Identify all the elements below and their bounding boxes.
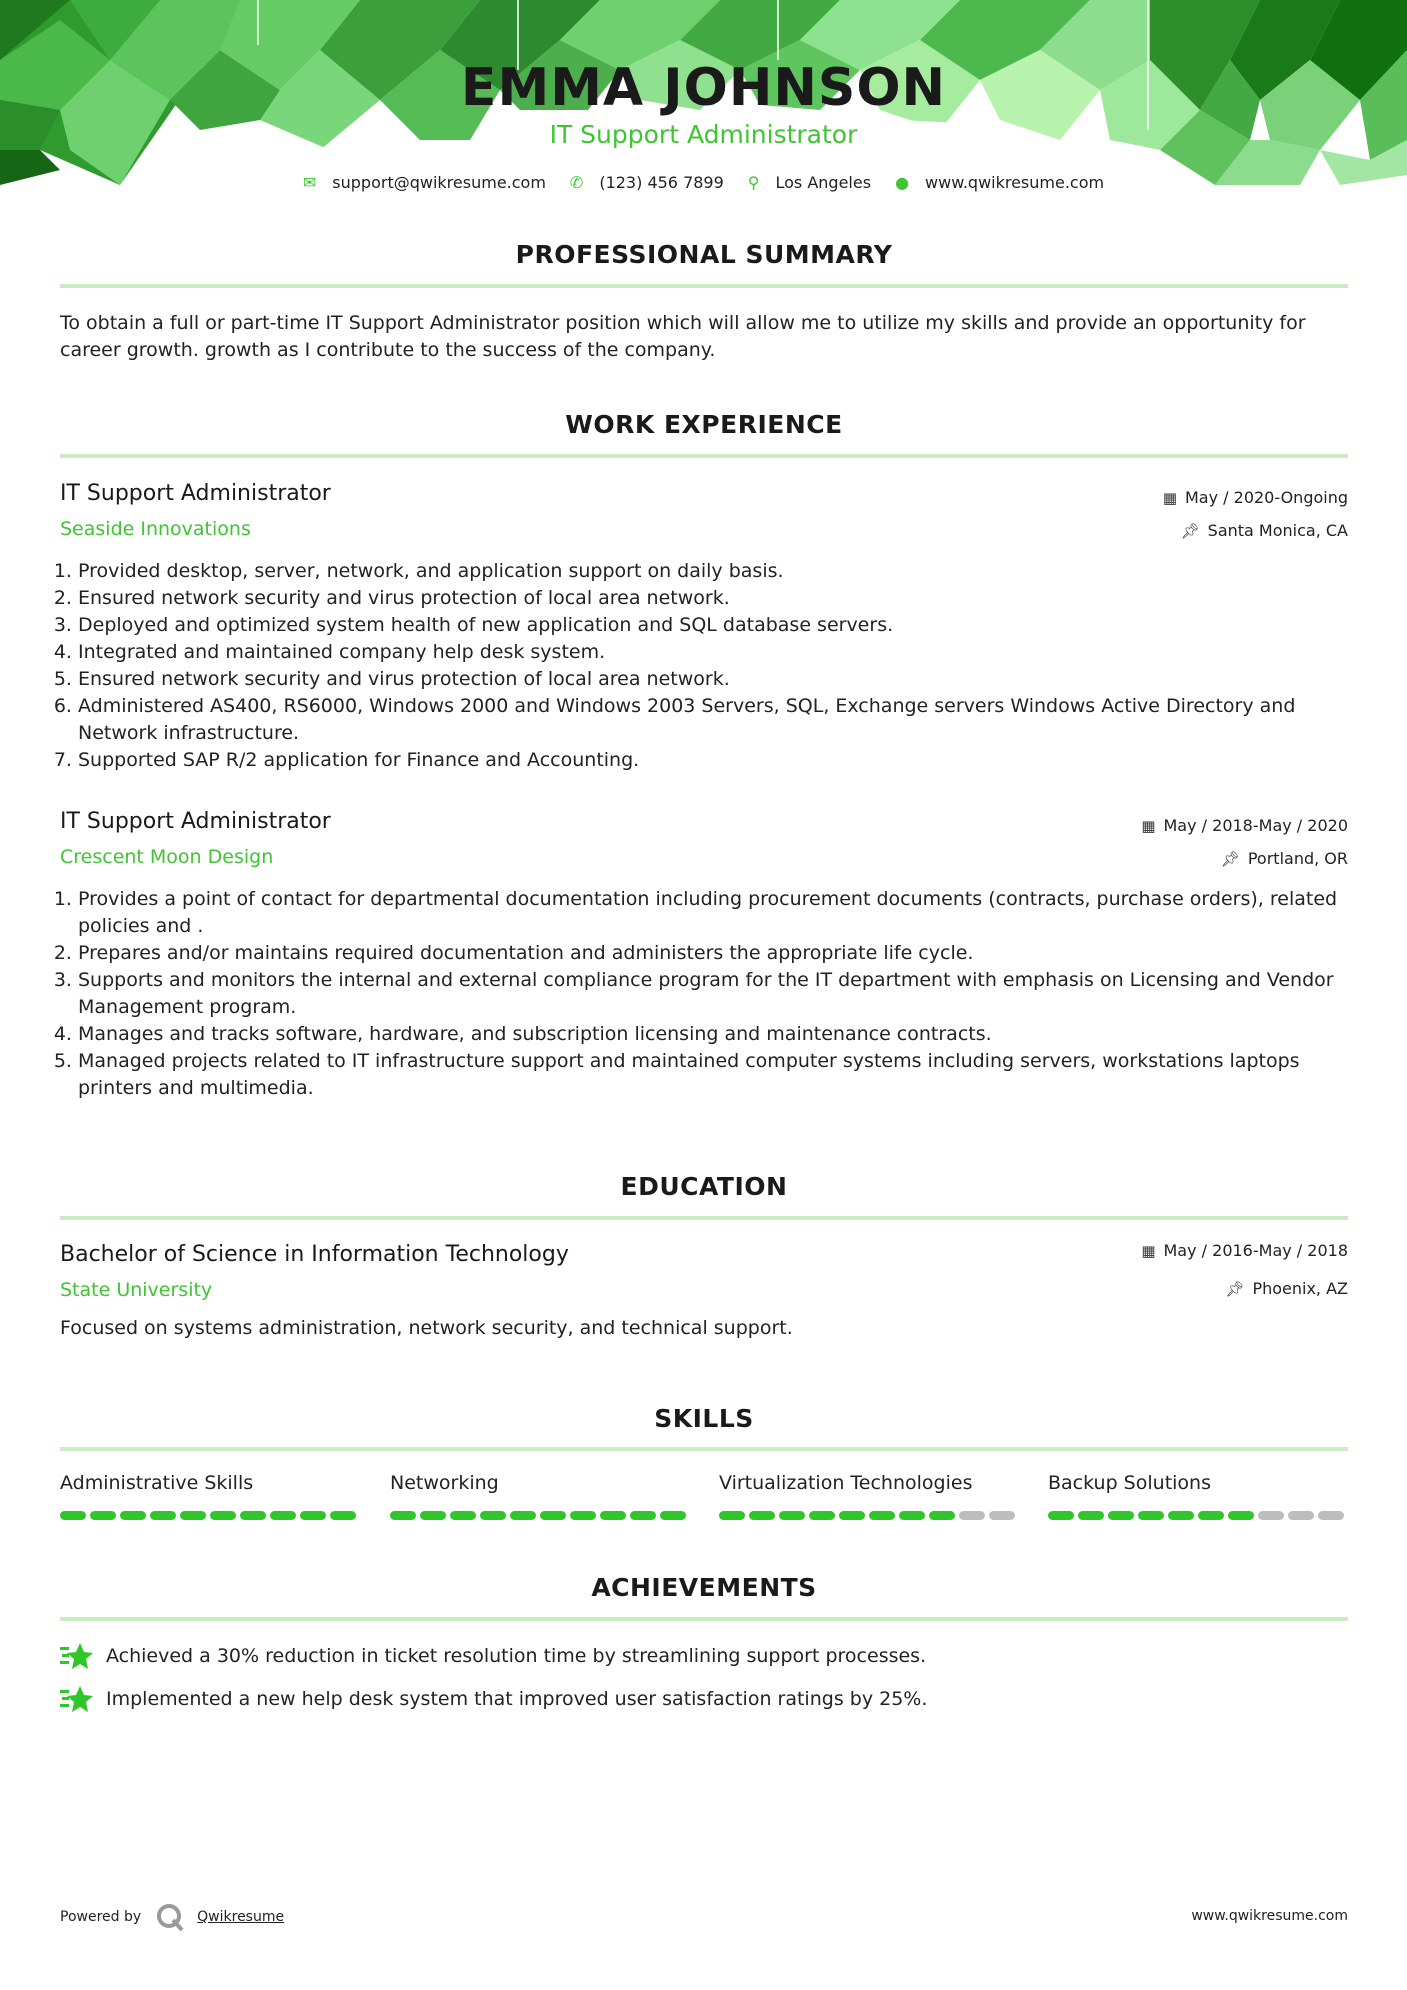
skill-segment-filled <box>839 1511 865 1520</box>
qwikresume-logo-icon <box>155 1902 185 1932</box>
skill-segment-filled <box>1168 1511 1194 1520</box>
powered-by-text: Powered by <box>60 1909 142 1925</box>
skill-segment-filled <box>869 1511 895 1520</box>
list-item: 2. Prepares and/or maintains required documentation and administers the appropriate life cycle. <box>78 940 1366 967</box>
skill-networking <box>390 1472 690 1520</box>
school-name: State University <box>60 1279 213 1301</box>
skill-segment-filled <box>450 1511 476 1520</box>
achievement-text: Achieved a 30% reduction in ticket resolution time by streamlining support processes. <box>106 1645 927 1667</box>
degree-title: Bachelor of Science in Information Technology <box>60 1242 569 1267</box>
email-text: support@qwikresume.com <box>332 173 546 192</box>
skill-segment-filled <box>779 1511 805 1520</box>
calendar-icon: ▦ <box>1141 816 1156 835</box>
skill-segment-filled <box>150 1511 176 1520</box>
skill-segment-filled <box>630 1511 656 1520</box>
skill-segment-filled <box>1048 1511 1074 1520</box>
contact-bar <box>0 173 1407 192</box>
skill-meter <box>1048 1511 1348 1520</box>
skill-segment-filled <box>570 1511 596 1520</box>
job-1-duties <box>60 558 1366 774</box>
skill-segment-empty <box>1318 1511 1344 1520</box>
job-2-location <box>1221 849 1348 868</box>
phone-icon: ✆ <box>569 173 584 192</box>
skill-segment-filled <box>270 1511 296 1520</box>
skill-segment-filled <box>749 1511 775 1520</box>
star-icon <box>60 1641 94 1671</box>
achievements-divider <box>60 1617 1348 1621</box>
list-item: 5. Ensured network security and virus protection of local area network. <box>78 666 1366 693</box>
job-1-location-text: Santa Monica, CA <box>1207 521 1348 540</box>
education-description: Focused on systems administration, network security, and technical support. <box>60 1317 793 1339</box>
list-item: 1. Provides a point of contact for departmental documentation including procurement documents (contracts, purchase orders), related policies and . <box>78 886 1366 940</box>
skills-divider <box>60 1447 1348 1451</box>
candidate-name: EMMA JOHNSON <box>460 58 947 118</box>
pin-icon: 📌︎ <box>1225 1279 1245 1298</box>
footer-powered-by <box>60 1902 284 1932</box>
education-location-text: Phoenix, AZ <box>1252 1279 1348 1298</box>
skill-meter <box>719 1511 1019 1520</box>
skill-segment-filled <box>809 1511 835 1520</box>
pin-icon: 📌︎ <box>1220 849 1240 868</box>
skill-segment-filled <box>510 1511 536 1520</box>
skills-heading: SKILLS <box>654 1404 754 1433</box>
location-text: Los Angeles <box>775 173 872 192</box>
list-item: 1. Provided desktop, server, network, and application support on daily basis. <box>78 558 1366 585</box>
skill-segment-filled <box>660 1511 686 1520</box>
pin-icon: 📌︎ <box>1180 521 1200 540</box>
calendar-icon: ▦ <box>1141 1241 1156 1260</box>
skill-segment-filled <box>1078 1511 1104 1520</box>
skill-segment-filled <box>929 1511 955 1520</box>
experience-heading: WORK EXPERIENCE <box>565 410 843 439</box>
job-2-date <box>1141 816 1348 835</box>
star-icon <box>60 1684 94 1714</box>
skill-label: Networking <box>390 1472 499 1494</box>
list-item: 3. Supports and monitors the internal and external compliance program for the IT department with emphasis on Licensing and Vendor Management program. <box>78 967 1366 1021</box>
skill-segment-empty <box>1258 1511 1284 1520</box>
skill-segment-filled <box>420 1511 446 1520</box>
contact-phone[interactable] <box>570 173 724 192</box>
contact-website[interactable] <box>895 173 1104 192</box>
candidate-role: IT Support Administrator <box>549 120 858 149</box>
list-item: 2. Ensured network security and virus protection of local area network. <box>78 585 1366 612</box>
skill-segment-filled <box>719 1511 745 1520</box>
job-2-date-text: May / 2018-May / 2020 <box>1163 816 1348 835</box>
experience-divider <box>60 454 1348 458</box>
skill-segment-filled <box>330 1511 356 1520</box>
contact-email[interactable] <box>303 173 546 192</box>
skill-segment-filled <box>480 1511 506 1520</box>
job-1-title: IT Support Administrator <box>60 481 331 506</box>
list-item: 4. Manages and tracks software, hardware, and subscription licensing and maintenance contracts. <box>78 1021 1366 1048</box>
skill-segment-empty <box>959 1511 985 1520</box>
list-item: 5. Managed projects related to IT infrastructure support and maintained computer systems including servers, workstations laptops printers and multimedia. <box>78 1048 1366 1102</box>
footer-site[interactable]: www.qwikresume.com <box>1191 1908 1348 1924</box>
list-item: 7. Supported SAP R/2 application for Finance and Accounting. <box>78 747 1366 774</box>
skill-segment-filled <box>210 1511 236 1520</box>
envelope-icon: ✉ <box>302 173 317 192</box>
job-1-date <box>1163 488 1348 507</box>
skill-label: Backup Solutions <box>1048 1472 1211 1494</box>
achievement-item <box>60 1684 927 1714</box>
skill-segment-filled <box>1138 1511 1164 1520</box>
summary-heading: PROFESSIONAL SUMMARY <box>515 240 893 269</box>
job-1-date-text: May / 2020-Ongoing <box>1185 488 1348 507</box>
job-1-company: Seaside Innovations <box>60 518 251 540</box>
education-date-text: May / 2016-May / 2018 <box>1163 1241 1348 1260</box>
list-item: 3. Deployed and optimized system health of new application and SQL database servers. <box>78 612 1366 639</box>
skill-segment-filled <box>899 1511 925 1520</box>
skill-segment-filled <box>300 1511 326 1520</box>
job-2-title: IT Support Administrator <box>60 809 331 834</box>
skill-virtualization <box>719 1472 1019 1520</box>
job-2-duties <box>60 886 1366 1102</box>
skill-segment-empty <box>1288 1511 1314 1520</box>
list-item: 4. Integrated and maintained company help desk system. <box>78 639 1366 666</box>
skill-label: Administrative Skills <box>60 1472 254 1494</box>
skill-segment-filled <box>1198 1511 1224 1520</box>
job-2-location-text: Portland, OR <box>1247 849 1348 868</box>
skill-segment-filled <box>390 1511 416 1520</box>
skill-segment-filled <box>180 1511 206 1520</box>
skill-backup <box>1048 1472 1348 1520</box>
achievement-text: Implemented a new help desk system that improved user satisfaction ratings by 25%. <box>106 1688 928 1710</box>
website-text: www.qwikresume.com <box>925 173 1105 192</box>
summary-divider <box>60 284 1348 288</box>
skill-label: Virtualization Technologies <box>719 1472 973 1494</box>
skill-meter <box>390 1511 690 1520</box>
education-heading: EDUCATION <box>620 1172 788 1201</box>
skill-meter <box>60 1511 360 1520</box>
contact-location <box>748 173 871 192</box>
calendar-icon: ▦ <box>1162 488 1177 507</box>
achievement-item <box>60 1641 926 1671</box>
skill-segment-filled <box>600 1511 626 1520</box>
phone-text: (123) 456 7899 <box>599 173 724 192</box>
skill-segment-filled <box>1228 1511 1254 1520</box>
skill-administrative <box>60 1472 360 1520</box>
map-marker-icon: ⚲ <box>747 173 760 192</box>
education-date <box>1141 1241 1348 1260</box>
job-2-company: Crescent Moon Design <box>60 846 274 868</box>
summary-text: To obtain a full or part-time IT Support Administrator position which will allow me to utilize my skills and provide an opportunity for career growth. growth as I contribute to the success of the company. <box>60 312 1306 361</box>
skill-segment-filled <box>240 1511 266 1520</box>
brand-link[interactable]: Qwikresume <box>197 1909 285 1925</box>
job-1-location <box>1181 521 1348 540</box>
header-banner <box>0 0 1407 200</box>
list-item: 6. Administered AS400, RS6000, Windows 2000 and Windows 2003 Servers, SQL, Exchange servers Windows Active Directory and Network infrastructure. <box>78 693 1366 747</box>
education-location <box>1225 1279 1348 1298</box>
education-divider <box>60 1216 1348 1220</box>
skill-segment-filled <box>540 1511 566 1520</box>
globe-icon: ● <box>895 173 910 192</box>
achievements-heading: ACHIEVEMENTS <box>591 1573 817 1602</box>
skill-segment-filled <box>1108 1511 1134 1520</box>
skill-segment-filled <box>90 1511 116 1520</box>
skill-segment-filled <box>60 1511 86 1520</box>
skill-segment-filled <box>120 1511 146 1520</box>
skill-segment-empty <box>989 1511 1015 1520</box>
